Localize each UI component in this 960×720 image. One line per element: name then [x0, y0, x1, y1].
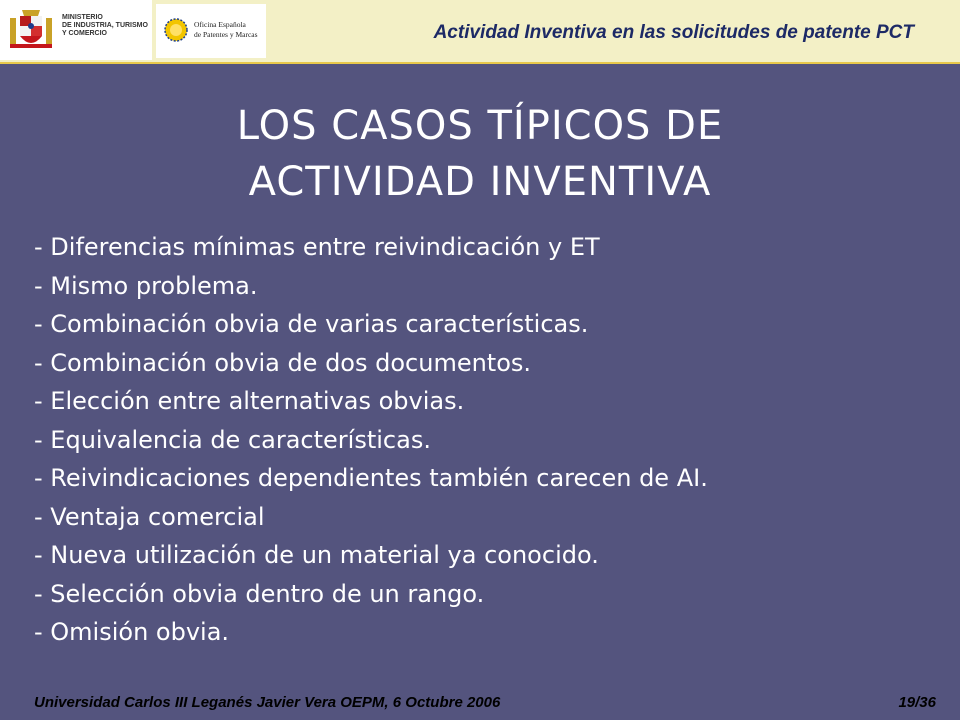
list-item: - Reivindicaciones dependientes también carecen de AI. — [34, 464, 708, 492]
header-title: Actividad Inventiva en las solicitudes de patente PCT — [433, 22, 914, 43]
header-divider — [0, 62, 960, 64]
footer-text: Universidad Carlos III Leganés Javier Vera OEPM, 6 Octubre 2006 — [34, 694, 501, 711]
list-item: - Nueva utilización de un material ya conocido. — [34, 541, 599, 569]
page-number: 19/36 — [898, 694, 936, 711]
list-item: - Combinación obvia de varias características. — [34, 310, 589, 338]
list-item: - Equivalencia de características. — [34, 425, 431, 454]
ministry-logo — [0, 0, 152, 60]
slide-title-line: LOS CASOS TÍPICOS DE — [236, 103, 724, 149]
list-item: - Ventaja comercial — [34, 502, 265, 531]
list-item: - Elección entre alternativas obvias. — [34, 387, 465, 415]
list-item: - Omisión obvia. — [34, 618, 230, 646]
slide-title — [0, 98, 960, 210]
slide-title-line: ACTIVIDAD INVENTIVA — [248, 159, 712, 205]
spanish-coat-of-arms-icon — [8, 4, 54, 54]
oepm-name: Oficina Española de Patentes y Marcas — [194, 20, 258, 39]
ministry-name: MINISTERIO DE INDUSTRIA, TURISMO Y COMERCIO — [62, 14, 148, 37]
typical-cases-list — [34, 228, 708, 652]
oepm-logo-icon — [164, 18, 188, 42]
oepm-logo — [156, 4, 266, 58]
list-item: - Combinación obvia de dos documentos. — [34, 348, 532, 377]
list-item: - Selección obvia dentro de un rango. — [34, 579, 485, 608]
header-band — [0, 0, 960, 62]
list-item: - Diferencias mínimas entre reivindicación y ET — [34, 233, 600, 261]
list-item: - Mismo problema. — [34, 271, 258, 300]
